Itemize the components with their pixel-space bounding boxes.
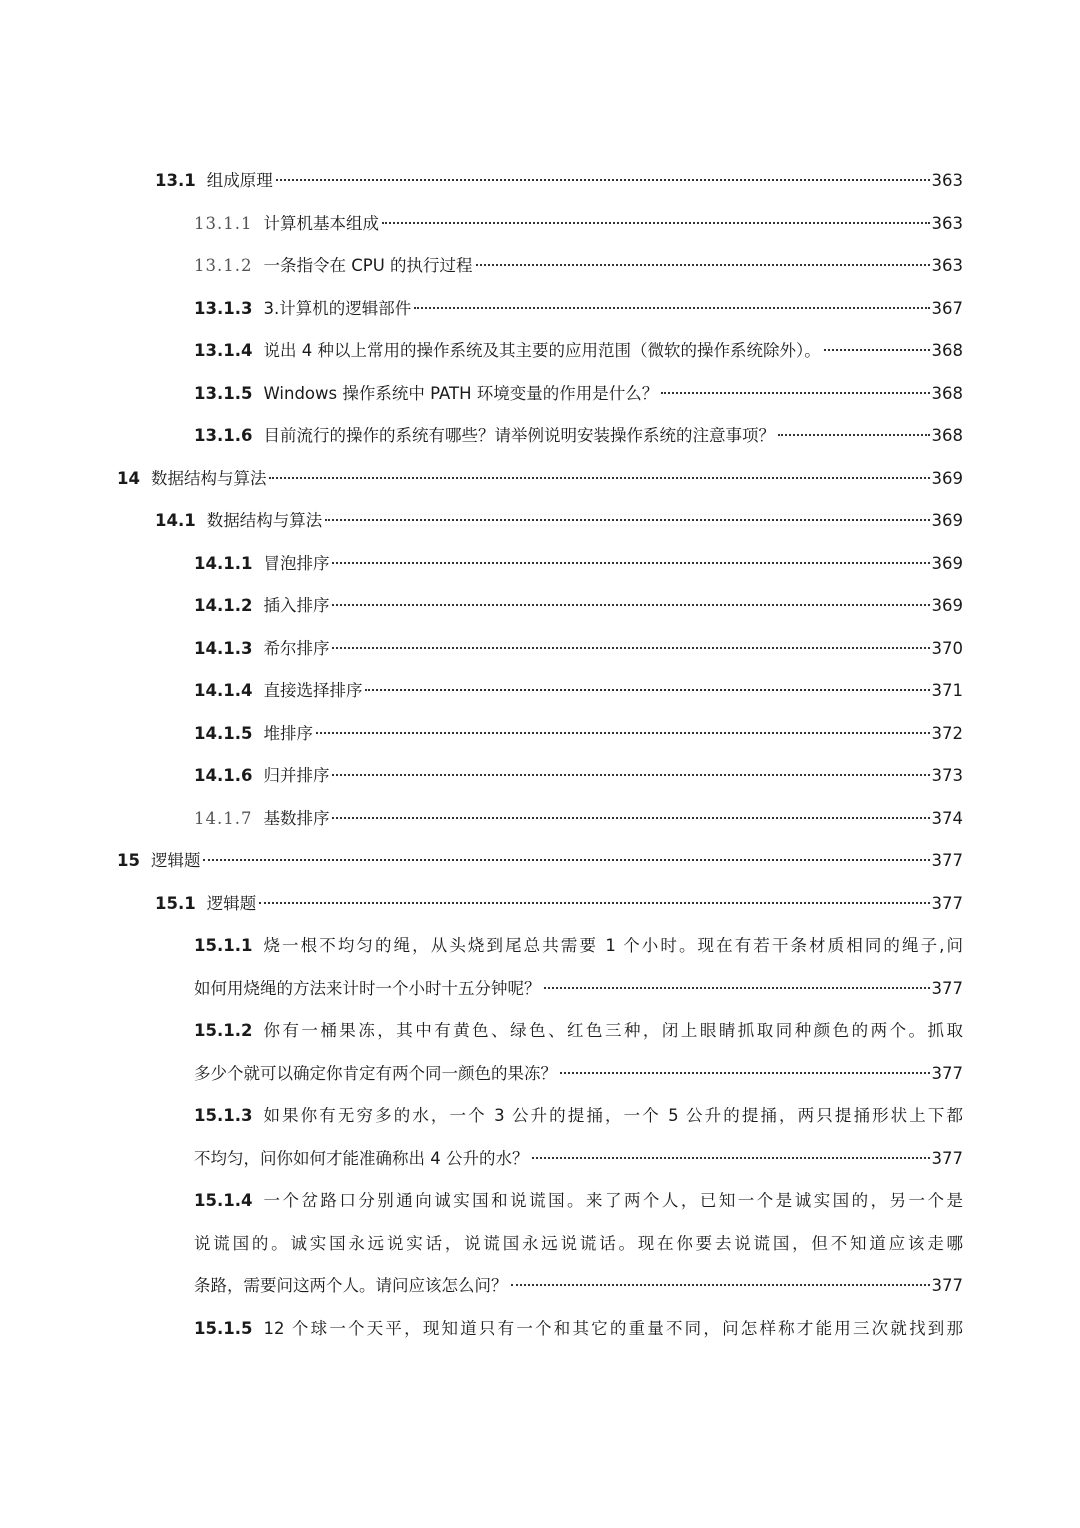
- toc-entry-page-number: 369: [931, 553, 963, 573]
- toc-entry-page-number: 377: [931, 851, 963, 870]
- dot-leader: [325, 519, 929, 521]
- toc-entry-number: 14.1.7: [194, 808, 253, 828]
- dot-leader: [316, 732, 930, 734]
- toc-entry-number: 13.1.3: [194, 298, 253, 318]
- dot-leader: [203, 859, 929, 861]
- dot-leader: [332, 817, 929, 819]
- toc-entry-number: 14.1.4: [194, 681, 253, 700]
- dot-leader: [476, 264, 930, 266]
- toc-entry-number: 15.1.3: [194, 1106, 253, 1125]
- toc-entry-page-number: 367: [931, 298, 963, 318]
- toc-entry-title: 不均匀，问你如何才能准确称出 4 公升的水？: [194, 1148, 529, 1168]
- toc-entry-page-number: 372: [931, 723, 963, 743]
- toc-entry-title: 说出 4 种以上常用的操作系统及其主要的应用范围（微软的操作系统除外）。: [263, 341, 821, 360]
- toc-entry-e15-1-3-line-1[interactable]: [194, 1101, 963, 1131]
- toc-entry-number: 14.1.2: [194, 596, 253, 615]
- toc-entry-number: 14.1.5: [194, 723, 253, 743]
- toc-entry-e15-1-1-line-2[interactable]: [194, 974, 963, 1004]
- toc-entry-title: 烧一根不均匀的绳，从头烧到尾总共需要 1 个小时。现在有若干条材质相同的绳子,问: [263, 936, 963, 955]
- toc-entry-number: 13.1.6: [194, 426, 253, 445]
- toc-entry-number: 15.1.4: [194, 1191, 253, 1210]
- toc-entry-title: 多少个就可以确定你肯定有两个同一颜色的果冻？: [194, 1063, 557, 1083]
- toc-entry-title: 计算机基本组成: [263, 213, 379, 233]
- toc-entry-e14-1-7[interactable]: [194, 804, 963, 834]
- toc-entry-number: 13.1.2: [194, 256, 253, 275]
- dot-leader: [259, 902, 929, 904]
- toc-entry-e13-1-6[interactable]: [194, 421, 963, 451]
- toc-entry-page-number: 368: [931, 341, 963, 360]
- dot-leader: [276, 179, 930, 181]
- dot-leader: [365, 689, 929, 691]
- toc-entry-title: 数据结构与算法: [206, 511, 323, 530]
- toc-entry-number: 14.1: [155, 511, 196, 530]
- toc-entry-title: 逻辑题: [206, 893, 257, 913]
- toc-entry-number: 15.1.2: [194, 1021, 253, 1040]
- toc-entry-e14-1[interactable]: [155, 506, 963, 536]
- dot-leader: [778, 434, 930, 436]
- toc-entry-title: 你有一桶果冻，其中有黄色、绿色、红色三种，闭上眼睛抓取同种颜色的两个。抓取: [263, 1021, 963, 1040]
- dot-leader: [382, 222, 930, 224]
- toc-entry-page-number: 369: [931, 468, 963, 488]
- dot-leader: [661, 392, 929, 394]
- dot-leader: [269, 477, 929, 479]
- toc-entry-number: 15.1.1: [194, 936, 253, 955]
- toc-entry-title: 插入排序: [263, 596, 330, 615]
- toc-entry-number: 13.1: [155, 171, 196, 190]
- dot-leader: [532, 1157, 930, 1159]
- toc-entry-e14[interactable]: [117, 464, 963, 494]
- toc-entry-title: 直接选择排序: [263, 681, 363, 700]
- toc-entry-page-number: 377: [931, 978, 963, 998]
- toc-entry-page-number: 377: [931, 893, 963, 913]
- toc-entry-e15-1-3-line-2[interactable]: [194, 1144, 963, 1174]
- toc-entry-e13-1[interactable]: [155, 166, 963, 196]
- toc-entry-e15-1-2-line-1[interactable]: [194, 1016, 963, 1046]
- toc-entry-page-number: 374: [931, 808, 963, 828]
- toc-entry-e15-1-4-line-2[interactable]: [194, 1229, 963, 1259]
- toc-entry-title: 一条指令在 CPU 的执行过程: [263, 256, 473, 275]
- toc-entry-number: 15.1.5: [194, 1318, 253, 1338]
- toc-entry-page-number: 369: [931, 596, 963, 615]
- toc-entry-title: 12 个球一个天平，现知道只有一个和其它的重量不同，问怎样称才能用三次就找到那: [263, 1318, 963, 1338]
- dot-leader: [560, 1072, 930, 1074]
- toc-entry-e13-1-3[interactable]: [194, 294, 963, 324]
- toc-entry-number: 14.1.1: [194, 553, 253, 573]
- toc-entry-number: 15.1: [155, 893, 196, 913]
- toc-entry-number: 14.1.6: [194, 766, 253, 785]
- toc-entry-page-number: 370: [931, 638, 963, 658]
- toc-entry-e15-1-4-line-3[interactable]: [194, 1271, 963, 1301]
- toc-entry-e15-1-4-line-1[interactable]: [194, 1186, 963, 1216]
- toc-entry-e15-1-2-line-2[interactable]: [194, 1059, 963, 1089]
- toc-entry-e14-1-3[interactable]: [194, 634, 963, 664]
- dot-leader: [332, 604, 929, 606]
- toc-entry-title: 目前流行的操作的系统有哪些？请举例说明安装操作系统的注意事项？: [263, 426, 775, 445]
- toc-entry-title: Windows 操作系统中 PATH 环境变量的作用是什么？: [263, 383, 659, 403]
- toc-entry-page-number: 363: [931, 256, 963, 275]
- toc-entry-number: 13.1.4: [194, 341, 253, 360]
- toc-entry-title: 归并排序: [263, 766, 330, 785]
- toc-entry-page-number: 373: [931, 766, 963, 785]
- toc-entry-title: 冒泡排序: [263, 553, 330, 573]
- toc-entry-number: 13.1.1: [194, 213, 253, 233]
- toc-entry-title: 3.计算机的逻辑部件: [263, 298, 412, 318]
- toc-entry-number: 13.1.5: [194, 383, 253, 403]
- toc-entry-page-number: 377: [931, 1063, 963, 1083]
- dot-leader: [332, 647, 929, 649]
- dot-leader: [332, 562, 929, 564]
- toc-entry-page-number: 371: [931, 681, 963, 700]
- toc-entry-title: 堆排序: [263, 723, 313, 743]
- toc-entry-page-number: 377: [931, 1148, 963, 1168]
- toc-entry-title: 条路，需要问这两个人。请问应该怎么问？: [194, 1276, 508, 1295]
- toc-entry-page-number: 377: [931, 1276, 963, 1295]
- toc-entry-page-number: 368: [931, 383, 963, 403]
- toc-entry-title: 基数排序: [263, 808, 330, 828]
- toc-entry-page-number: 363: [931, 171, 963, 190]
- toc-entry-page-number: 368: [931, 426, 963, 445]
- toc-entry-page-number: 369: [931, 511, 963, 530]
- toc-entry-e13-1-4[interactable]: [194, 336, 963, 366]
- toc-entry-page-number: 363: [931, 213, 963, 233]
- toc-entry-title: 如何用烧绳的方法来计时一个小时十五分钟呢？: [194, 978, 541, 998]
- toc-entry-e15[interactable]: [117, 846, 963, 876]
- toc-entry-number: 14.1.3: [194, 638, 253, 658]
- toc-entry-number: 14: [117, 468, 140, 488]
- toc-entry-e13-1-2[interactable]: [194, 251, 963, 281]
- dot-leader: [511, 1284, 930, 1286]
- toc-entry-e15-1[interactable]: [155, 889, 963, 919]
- toc-entry-e15-1-1-line-1[interactable]: [194, 931, 963, 961]
- toc-entry-number: 15: [117, 851, 140, 870]
- toc-entry-e13-1-5[interactable]: [194, 379, 963, 409]
- toc-entry-e14-1-1[interactable]: [194, 549, 963, 579]
- toc-entry-title: 逻辑题: [150, 851, 201, 870]
- dot-leader: [544, 987, 930, 989]
- toc-entry-e14-1-6[interactable]: [194, 761, 963, 791]
- toc-entry-title: 组成原理: [206, 171, 273, 190]
- dot-leader: [824, 349, 930, 351]
- toc-entry-title: 一个岔路口分别通向诚实国和说谎国。来了两个人，已知一个是诚实国的，另一个是: [263, 1191, 963, 1210]
- dot-leader: [332, 774, 929, 776]
- toc-entry-e15-1-5[interactable]: [194, 1314, 963, 1344]
- toc-entry-e14-1-5[interactable]: [194, 719, 963, 749]
- toc-entry-e13-1-1[interactable]: [194, 209, 963, 239]
- toc-entry-e14-1-4[interactable]: [194, 676, 963, 706]
- dot-leader: [414, 307, 929, 309]
- toc-entry-title: 希尔排序: [263, 638, 330, 658]
- toc-entry-e14-1-2[interactable]: [194, 591, 963, 621]
- toc-entry-title: 如果你有无穷多的水，一个 3 公升的提捅，一个 5 公升的提捅，两只提捅形状上下都: [263, 1106, 963, 1125]
- toc-entry-title: 说谎国的。诚实国永远说实话，说谎国永远说谎话。现在你要去说谎国，但不知道应该走哪: [194, 1233, 963, 1253]
- toc-entry-title: 数据结构与算法: [150, 468, 267, 488]
